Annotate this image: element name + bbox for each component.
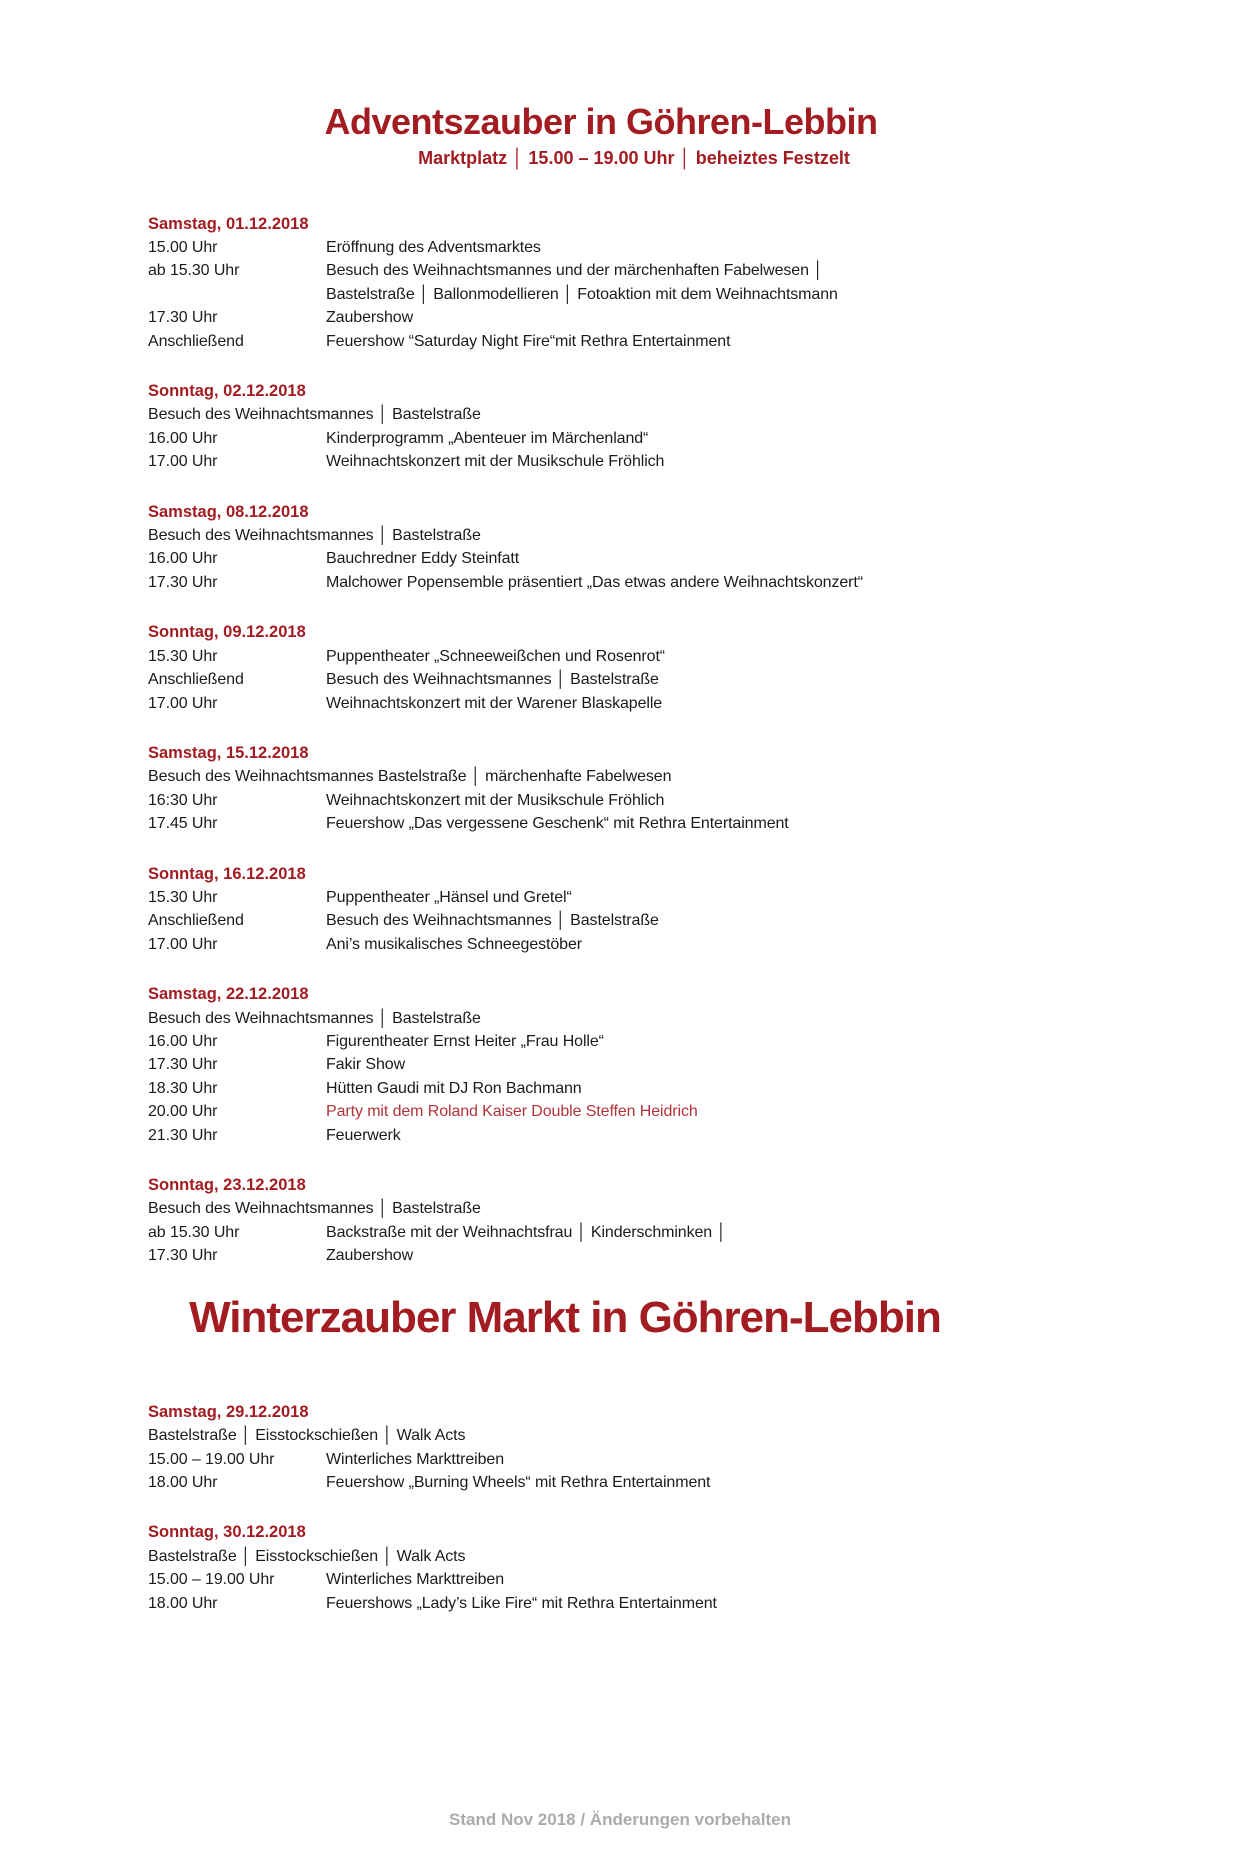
intro-row — [148, 765, 1120, 788]
day-section — [148, 1521, 1120, 1615]
advent-schedule — [148, 213, 1120, 1268]
day-section — [148, 501, 1120, 595]
time-cell: 18.30 Uhr — [148, 1079, 218, 1097]
day-section — [148, 621, 1120, 715]
day-section — [148, 863, 1120, 957]
event-cell: Zaubershow — [326, 309, 414, 327]
program-page — [0, 103, 1240, 1615]
schedule-row — [148, 1448, 1120, 1471]
event-cell: Puppentheater „Schneeweißchen und Rosenrot“ — [326, 647, 666, 665]
event-cell: Weihnachtskonzert mit der Musikschule Fröhlich — [326, 791, 665, 809]
time-cell: 15.30 Uhr — [148, 888, 218, 906]
schedule-row — [148, 1568, 1120, 1591]
event-cell: Winterliches Markttreiben — [326, 1571, 505, 1589]
time-cell: 15.00 Uhr — [148, 239, 218, 256]
date-heading: Samstag, 01.12.2018 — [148, 214, 309, 233]
schedule-row — [148, 1592, 1120, 1615]
time-cell: 17.30 Uhr — [148, 1056, 218, 1074]
intro-text: Besuch des Weihnachtsmannes │ Bastelstraße — [148, 406, 481, 424]
time-cell: 17.00 Uhr — [148, 694, 218, 712]
time-cell: 17.30 Uhr — [148, 309, 218, 327]
event-cell: Besuch des Weihnachtsmannes und der märchenhaften Fabelwesen │ — [326, 262, 824, 280]
event-cell: Feuerwerk — [326, 1126, 401, 1144]
schedule-row — [148, 571, 1120, 594]
time-cell: 16.00 Uhr — [148, 1032, 218, 1050]
schedule-row — [148, 547, 1120, 570]
time-cell: 18.00 Uhr — [148, 1474, 218, 1492]
intro-text: Bastelstraße │ Eisstockschießen │ Walk Acts — [148, 1427, 466, 1445]
schedule-row — [148, 450, 1120, 473]
page-title: Adventszauber in Göhren-Lebbin — [324, 101, 878, 142]
intro-row — [148, 1197, 1120, 1220]
day-section — [148, 742, 1120, 836]
time-cell: 17.00 Uhr — [148, 453, 218, 471]
event-cell: Fakir Show — [326, 1056, 406, 1074]
event-cell: Feuershow „Burning Wheels“ mit Rethra Entertainment — [326, 1474, 711, 1492]
event-cell: Party mit dem Roland Kaiser Double Steffen Heidrich — [326, 1103, 698, 1121]
day-section — [148, 1401, 1120, 1495]
time-cell: ab 15.30 Uhr — [148, 262, 240, 280]
schedule-row — [148, 259, 1120, 282]
event-cell: Winterliches Markttreiben — [326, 1450, 505, 1468]
schedule-row — [148, 789, 1120, 812]
time-cell: 17.30 Uhr — [148, 1247, 218, 1265]
time-cell: 16.00 Uhr — [148, 550, 218, 568]
event-cell: Weihnachtskonzert mit der Warener Blaskapelle — [326, 694, 663, 712]
date-heading: Sonntag, 30.12.2018 — [148, 1523, 306, 1542]
schedule-row — [148, 886, 1120, 909]
schedule-row — [148, 692, 1120, 715]
date-heading: Samstag, 29.12.2018 — [148, 1402, 309, 1421]
day-section — [148, 1174, 1120, 1268]
time-cell — [148, 283, 326, 306]
intro-text: Bastelstraße │ Eisstockschießen │ Walk Acts — [148, 1547, 466, 1565]
intro-row — [148, 403, 1120, 426]
intro-row — [148, 524, 1120, 547]
event-cell: Puppentheater „Hänsel und Gretel“ — [326, 888, 572, 906]
schedule-row — [148, 909, 1120, 932]
schedule-row — [148, 283, 1120, 306]
event-cell: Feuershows „Lady’s Like Fire“ mit Rethra Entertainment — [326, 1594, 717, 1612]
time-cell: 15.00 – 19.00 Uhr — [148, 1450, 275, 1468]
schedule-row — [148, 1030, 1120, 1053]
intro-text: Besuch des Weihnachtsmannes │ Bastelstraße — [148, 527, 481, 545]
date-heading: Samstag, 08.12.2018 — [148, 502, 309, 521]
schedule-row — [148, 668, 1120, 691]
schedule-row — [148, 330, 1120, 353]
event-cell: Zaubershow — [326, 1247, 414, 1265]
event-cell: Besuch des Weihnachtsmannes │ Bastelstraße — [326, 912, 659, 930]
schedule-row — [148, 1100, 1120, 1123]
event-cell: Feuershow „Das vergessene Geschenk“ mit Rethra Entertainment — [326, 815, 789, 833]
time-cell: 17.00 Uhr — [148, 935, 218, 953]
schedule-row — [148, 1124, 1120, 1147]
date-heading: Sonntag, 09.12.2018 — [148, 623, 306, 642]
schedule-row — [148, 1221, 1120, 1244]
time-cell: 20.00 Uhr — [148, 1103, 218, 1121]
schedule-row — [148, 933, 1120, 956]
time-cell: 17.30 Uhr — [148, 573, 218, 591]
time-cell: ab 15.30 Uhr — [148, 1223, 240, 1241]
day-section — [148, 380, 1120, 474]
time-cell: 17.45 Uhr — [148, 815, 218, 833]
schedule-row — [148, 1244, 1120, 1267]
event-cell: Feuershow “Saturday Night Fire“mit Rethra Entertainment — [326, 332, 731, 350]
schedule-row — [148, 1053, 1120, 1076]
event-cell: Hütten Gaudi mit DJ Ron Bachmann — [326, 1079, 582, 1097]
winter-title: Winterzauber Markt in Göhren-Lebbin — [189, 1292, 941, 1342]
time-cell: 21.30 Uhr — [148, 1126, 218, 1144]
event-cell: Bauchredner Eddy Steinfatt — [326, 550, 520, 568]
event-cell: Besuch des Weihnachtsmannes │ Bastelstraße — [326, 671, 659, 689]
day-section — [148, 983, 1120, 1147]
time-cell: 18.00 Uhr — [148, 1594, 218, 1612]
intro-text: Besuch des Weihnachtsmannes │ Bastelstraße — [148, 1200, 481, 1218]
event-cell: Eröffnung des Adventsmarktes — [326, 239, 541, 256]
schedule-row — [148, 645, 1120, 668]
date-heading: Samstag, 22.12.2018 — [148, 985, 309, 1004]
schedule-row — [148, 236, 1120, 259]
page-subtitle: Marktplatz │ 15.00 – 19.00 Uhr │ beheiztes Festzelt — [418, 147, 850, 168]
intro-row — [148, 1424, 1120, 1447]
schedule-row — [148, 1077, 1120, 1100]
schedule-row — [148, 812, 1120, 835]
time-cell: 16.00 Uhr — [148, 429, 218, 447]
time-cell: 15.00 – 19.00 Uhr — [148, 1571, 275, 1589]
intro-text: Besuch des Weihnachtsmannes Bastelstraße │ märchenhafte Fabelwesen — [148, 768, 672, 786]
event-cell: Kinderprogramm „Abenteuer im Märchenland“ — [326, 429, 649, 447]
event-cell: Bastelstraße │ Ballonmodellieren │ Fotoaktion mit dem Weihnachtsmann — [326, 285, 838, 303]
schedule-row — [148, 306, 1120, 329]
page-footer: Stand Nov 2018 / Änderungen vorbehalten — [449, 1810, 791, 1829]
event-cell: Backstraße mit der Weihnachtsfrau │ Kinderschminken │ — [326, 1223, 727, 1241]
day-section — [148, 213, 1120, 353]
intro-text: Besuch des Weihnachtsmannes │ Bastelstraße — [148, 1009, 481, 1027]
intro-row — [148, 1545, 1120, 1568]
event-cell: Weihnachtskonzert mit der Musikschule Fröhlich — [326, 453, 665, 471]
winter-schedule — [148, 1401, 1120, 1615]
date-heading: Sonntag, 02.12.2018 — [148, 382, 306, 401]
event-cell: Malchower Popensemble präsentiert „Das etwas andere Weihnachtskonzert“ — [326, 573, 863, 591]
date-heading: Sonntag, 16.12.2018 — [148, 864, 306, 883]
time-cell: 16:30 Uhr — [148, 791, 218, 809]
schedule-row — [148, 427, 1120, 450]
schedule-row — [148, 1471, 1120, 1494]
event-cell: Ani’s musikalisches Schneegestöber — [326, 935, 582, 953]
intro-row — [148, 1007, 1120, 1030]
time-cell: Anschließend — [148, 332, 244, 350]
time-cell: Anschließend — [148, 671, 244, 689]
event-cell: Figurentheater Ernst Heiter „Frau Holle“ — [326, 1032, 604, 1050]
time-cell: 15.30 Uhr — [148, 647, 218, 665]
date-heading: Sonntag, 23.12.2018 — [148, 1176, 306, 1194]
time-cell: Anschließend — [148, 912, 244, 930]
date-heading: Samstag, 15.12.2018 — [148, 743, 309, 762]
